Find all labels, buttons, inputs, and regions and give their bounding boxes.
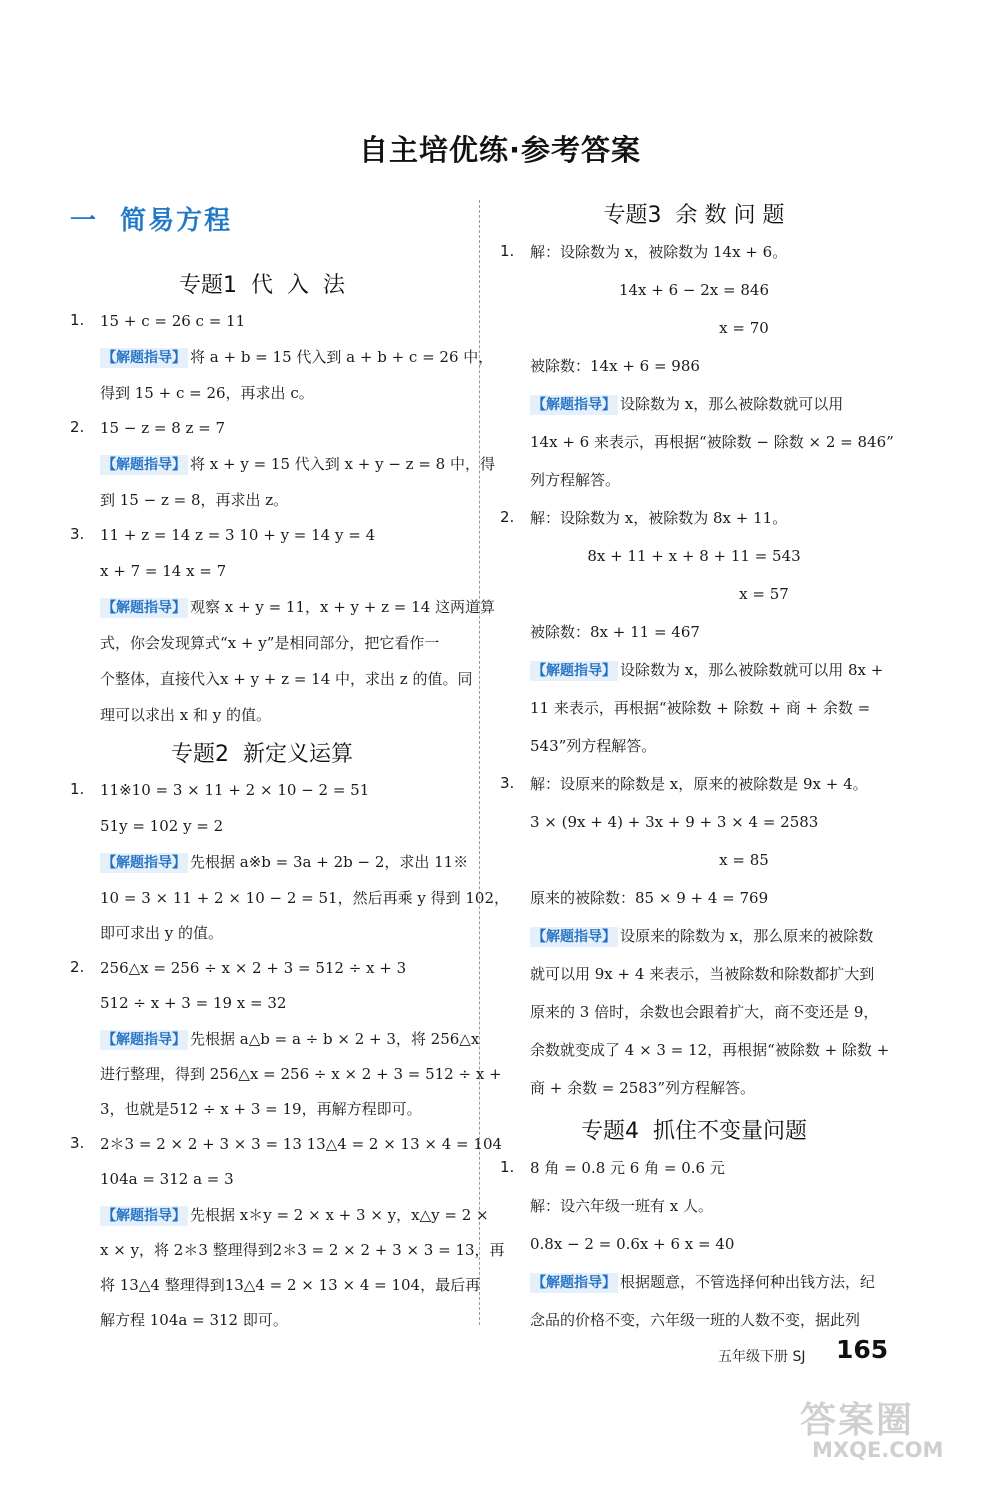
- answer-line: 0.8x − 2 = 0.6x + 6 x = 40: [530, 1235, 735, 1253]
- answer-line: 到 15 − z = 8，再求出 z。: [100, 491, 289, 509]
- answer-line: 余数就变成了 4 × 3 = 12，再根据“被除数 + 除数 +: [530, 1041, 890, 1059]
- guide-tag: 【解题指导】: [102, 1208, 186, 1224]
- answer-line: 列方程解答。: [530, 471, 621, 489]
- guide-tag: 【解题指导】: [102, 1032, 186, 1048]
- answer-line: 进行整理，得到 256△x = 256 ÷ x × 2 + 3 = 512 ÷ x +: [100, 1065, 502, 1083]
- guide-line: 【解题指导】 设原来的除数为 x，那么原来的被除数: [532, 927, 874, 945]
- answer-line: 15 + c = 26 c = 11: [100, 312, 246, 330]
- watermark-top: 答案圈: [800, 1400, 915, 1441]
- answer-line: 商 + 余数 = 2583”列方程解答。: [530, 1079, 756, 1097]
- question-number: 1.: [500, 1158, 515, 1176]
- equation-line: 8x + 11 + x + 8 + 11 = 543: [587, 547, 801, 565]
- equation-line: 3 × (9x + 4) + 3x + 9 + 3 × 4 = 2583: [530, 813, 819, 831]
- guide-tag: 【解题指导】: [532, 663, 616, 679]
- answer-line: 原来的被除数：85 × 9 + 4 = 769: [530, 889, 769, 907]
- question-number: 2.: [70, 418, 85, 436]
- question-number: 3.: [500, 774, 515, 792]
- answer-line: 得到 15 + c = 26，再求出 c。: [100, 384, 314, 402]
- guide-line: 【解题指导】 先根据 x＊y = 2 × x + 3 × y，x△y = 2 ×: [102, 1206, 489, 1224]
- answer-line: 256△x = 256 ÷ x × 2 + 3 = 512 ÷ x + 3: [100, 959, 407, 977]
- answer-line: 个整体，直接代入x + y + z = 14 中，求出 z 的值。同: [100, 670, 473, 688]
- answer-line: 解：设除数为 x，被除数为 8x + 11。: [530, 509, 788, 527]
- answer-line: 543”列方程解答。: [530, 737, 657, 755]
- answer-line: 解：设除数为 x，被除数为 14x + 6。: [530, 243, 788, 261]
- answer-line: 10 = 3 × 11 + 2 × 10 − 2 = 51，然后再乘 y 得到 102，: [100, 889, 510, 907]
- topic-heading: 专题3 余 数 问 题: [603, 203, 785, 228]
- guide-line: 【解题指导】 先根据 a※b = 3a + 2b − 2，求出 11※: [102, 853, 469, 871]
- topic-heading: 专题1 代 入 法: [179, 273, 345, 298]
- guide-line: 【解题指导】 设除数为 x，那么被除数就可以用: [532, 395, 844, 413]
- answer-line: 就可以用 9x + 4 来表示，当被除数和除数都扩大到: [530, 965, 875, 983]
- answer-line: 14x + 6 来表示，再根据“被除数 − 除数 × 2 = 846”: [530, 433, 894, 451]
- answer-line: x + 7 = 14 x = 7: [100, 562, 227, 580]
- watermark: [800, 1392, 990, 1472]
- answer-line: 念品的价格不变，六年级一班的人数不变，据此列: [530, 1311, 861, 1329]
- answer-line: 理可以求出 x 和 y 的值。: [100, 706, 272, 724]
- answer-line: 即可求出 y 的值。: [100, 924, 224, 942]
- page-title: 自主培优练·参考答案: [358, 133, 642, 167]
- question-number: 3.: [70, 525, 85, 543]
- guide-tag: 【解题指导】: [102, 350, 186, 366]
- guide-tag: 【解题指导】: [532, 397, 616, 413]
- guide-line: 【解题指导】 观察 x + y = 11，x + y + z = 14 这两道算: [102, 598, 496, 616]
- watermark-bottom: MXQE.COM: [812, 1438, 944, 1462]
- answer-line: x × y，将 2＊3 整理得到2＊3 = 2 × 2 + 3 × 3 = 13，再: [100, 1241, 505, 1259]
- answer-line: 104a = 312 a = 3: [100, 1170, 234, 1188]
- question-number: 1.: [500, 242, 515, 260]
- answer-line: 解：设原来的除数是 x，原来的被除数是 9x + 4。: [530, 775, 868, 793]
- answer-line: 51y = 102 y = 2: [100, 817, 224, 835]
- answer-line: 11 + z = 14 z = 3 10 + y = 14 y = 4: [100, 526, 376, 544]
- page-number: 165: [836, 1335, 889, 1364]
- question-number: 3.: [70, 1134, 85, 1152]
- equation-line: x = 57: [739, 585, 789, 603]
- guide-tag: 【解题指导】: [532, 929, 616, 945]
- guide-line: 【解题指导】 设除数为 x，那么被除数就可以用 8x +: [532, 661, 884, 679]
- guide-tag: 【解题指导】: [102, 600, 186, 616]
- answer-line: 15 − z = 8 z = 7: [100, 419, 226, 437]
- equation-line: 14x + 6 − 2x = 846: [618, 281, 770, 299]
- answer-line: 原来的 3 倍时，余数也会跟着扩大，商不变还是 9，: [530, 1003, 879, 1021]
- guide-tag: 【解题指导】: [532, 1275, 616, 1291]
- equation-line: x = 85: [719, 851, 769, 869]
- guide-line: 【解题指导】 将 a + b = 15 代入到 a + b + c = 26 中，: [102, 348, 494, 366]
- column-divider: [479, 200, 480, 1325]
- answer-line: 512 ÷ x + 3 = 19 x = 32: [100, 994, 287, 1012]
- question-number: 1.: [70, 780, 85, 798]
- question-number: 2.: [500, 508, 515, 526]
- question-number: 1.: [70, 311, 85, 329]
- answer-line: 被除数：8x + 11 = 467: [530, 623, 700, 641]
- guide-line: 【解题指导】 根据题意，不管选择何种出钱方法，纪: [532, 1273, 876, 1291]
- guide-line: 【解题指导】 先根据 a△b = a ÷ b × 2 + 3，将 256△x: [102, 1030, 480, 1048]
- equation-line: x = 70: [719, 319, 769, 337]
- answer-line: 被除数：14x + 6 = 986: [530, 357, 700, 375]
- answer-line: 式，你会发现算式“x + y”是相同部分，把它看作一: [100, 634, 440, 652]
- topic-heading: 专题4 抓住不变量问题: [581, 1119, 807, 1144]
- guide-line: 【解题指导】 将 x + y = 15 代入到 x + y − z = 8 中，得: [102, 455, 495, 473]
- chapter-heading: 一 简易方程: [70, 206, 233, 236]
- answer-line: 解：设六年级一班有 x 人。: [530, 1197, 713, 1215]
- guide-tag: 【解题指导】: [102, 457, 186, 473]
- answer-line: 8 角 = 0.8 元 6 角 = 0.6 元: [530, 1159, 725, 1177]
- answer-line: 11※10 = 3 × 11 + 2 × 10 − 2 = 51: [100, 781, 370, 799]
- answer-line: 将 13△4 整理得到13△4 = 2 × 13 × 4 = 104，最后再: [100, 1276, 481, 1294]
- question-number: 2.: [70, 958, 85, 976]
- topic-heading: 专题2 新定义运算: [171, 742, 353, 767]
- answer-line: 解方程 104a = 312 即可。: [100, 1311, 288, 1329]
- answer-line: 3，也就是512 ÷ x + 3 = 19，再解方程即可。: [100, 1100, 422, 1118]
- guide-tag: 【解题指导】: [102, 855, 186, 871]
- footer-grade-label: 五年级下册 SJ: [718, 1349, 806, 1365]
- answer-line: 11 来表示，再根据“被除数 + 除数 + 商 + 余数 =: [530, 699, 871, 717]
- answer-line: 2＊3 = 2 × 2 + 3 × 3 = 13 13△4 = 2 × 13 × 4 = 104: [100, 1135, 503, 1153]
